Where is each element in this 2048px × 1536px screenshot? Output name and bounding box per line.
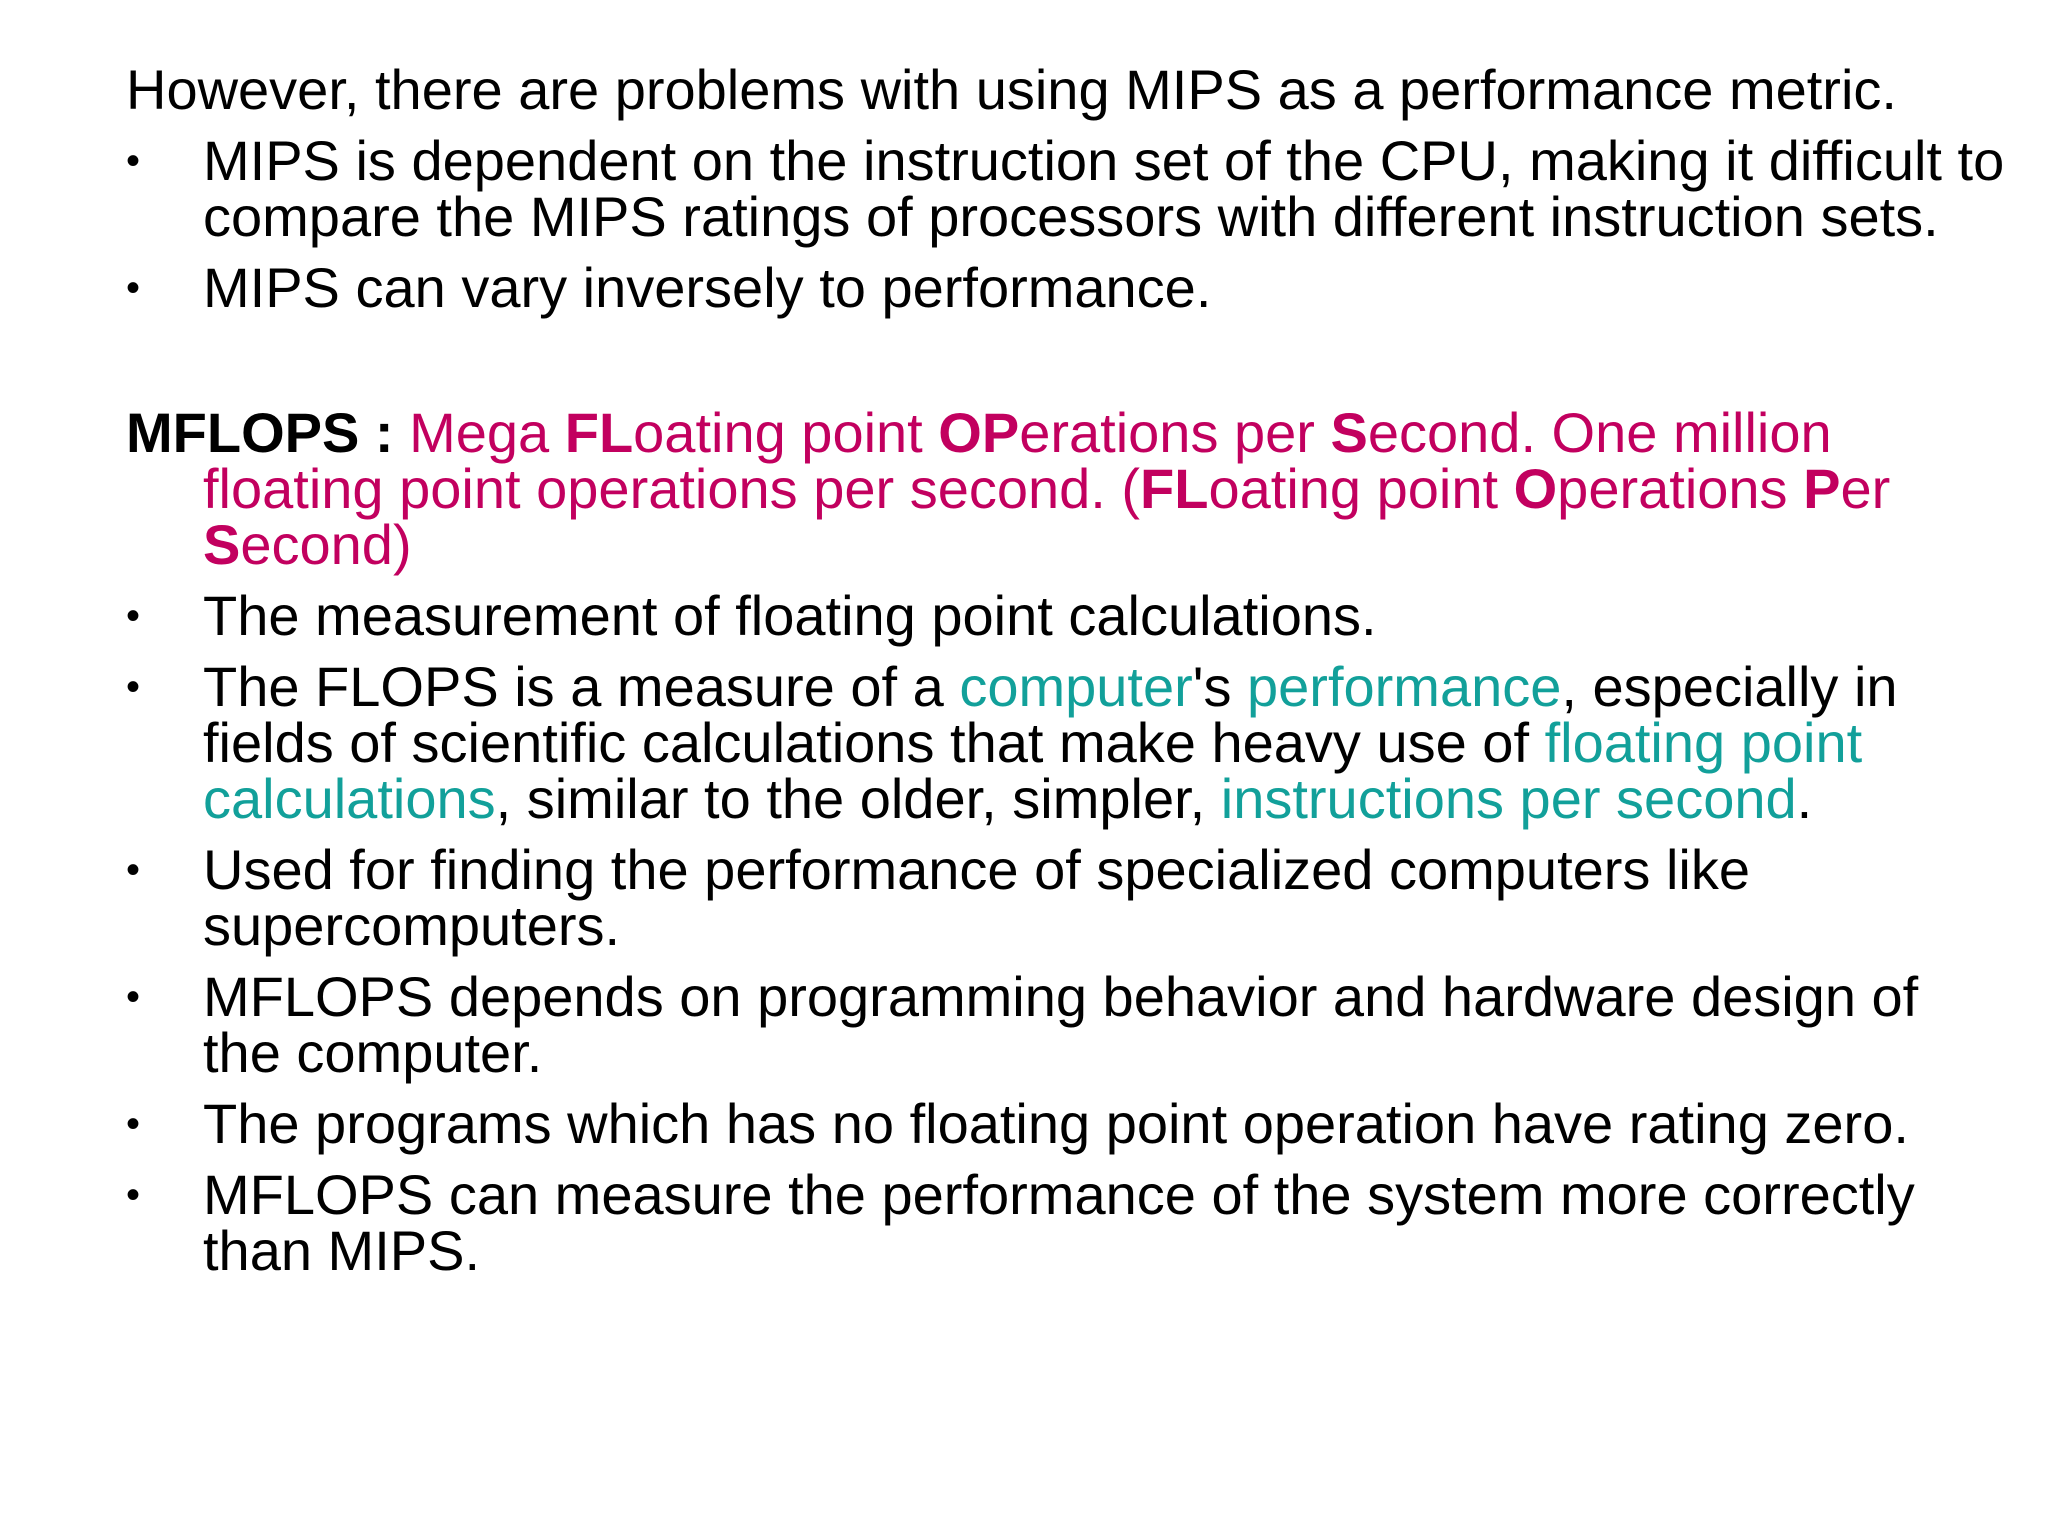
bullet-item	[126, 584, 2006, 647]
def-part: oating point	[633, 401, 939, 464]
def-part: perations	[1557, 457, 1804, 520]
bullet-item	[126, 256, 2006, 319]
link-computer[interactable]: computer	[959, 655, 1193, 718]
def-part: econd)	[240, 513, 412, 576]
def-bold: FL	[564, 401, 634, 464]
bullet-dot: •	[126, 1173, 141, 1217]
bullet-item	[126, 655, 2006, 830]
text-part: The FLOPS is a measure of a	[203, 655, 960, 718]
bullet-text: The measurement of floating point calculations.	[203, 584, 1377, 647]
bullet-item	[126, 838, 2006, 957]
bullet-dot: •	[126, 266, 141, 310]
link-instructions-per-second[interactable]: instructions per second	[1220, 767, 1797, 830]
def-bold: O	[1513, 457, 1558, 520]
def-part: econd. One million floating point operations per second. (	[203, 401, 1832, 520]
bullet-dot: •	[126, 665, 141, 709]
bullet-text: MFLOPS depends on programming behavior and hardware design of the computer.	[203, 965, 1919, 1084]
link-performance[interactable]: performance	[1247, 655, 1562, 718]
mflops-expansion	[203, 401, 1890, 576]
bullet-text	[203, 655, 1898, 830]
def-bold: P	[1803, 457, 1841, 520]
text-part: 's	[1192, 655, 1248, 718]
bullet-item	[126, 1163, 2006, 1282]
bullet-item	[126, 1092, 2006, 1155]
def-bold: FL	[1140, 457, 1209, 520]
text-part: , especially in fields of scientific calculations that make heavy use of	[203, 655, 1898, 774]
intro-paragraph: However, there are problems with using MIPS as a performance metric.	[126, 58, 1897, 121]
bullet-text: Used for finding the performance of specialized computers like supercomputers.	[203, 838, 1750, 957]
bullet-dot: •	[126, 139, 141, 183]
def-part: erations per	[1019, 401, 1331, 464]
bullet-dot: •	[126, 848, 141, 892]
bullet-dot: •	[126, 1102, 141, 1146]
def-bold: S	[203, 513, 241, 576]
mflops-definition	[126, 401, 2006, 576]
bullet-item	[126, 965, 2006, 1084]
def-bold: S	[1330, 401, 1368, 464]
bullet-dot: •	[126, 975, 141, 1019]
text-part: .	[1796, 767, 1813, 830]
text-part: , similar to the older, simpler,	[495, 767, 1221, 830]
mflops-heading: MFLOPS :	[126, 401, 410, 464]
def-part: Mega	[409, 401, 565, 464]
slide-content	[126, 58, 2006, 1282]
bullet-item	[126, 129, 2006, 248]
bullet-text: The programs which has no floating point operation have rating zero.	[203, 1092, 1909, 1155]
bullet-text: MFLOPS can measure the performance of the system more correctly than MIPS.	[203, 1163, 1915, 1282]
bullet-text: MIPS can vary inversely to performance.	[203, 256, 1212, 319]
def-part: oating point	[1208, 457, 1514, 520]
def-part: er	[1840, 457, 1891, 520]
def-bold: OP	[938, 401, 1020, 464]
bullet-text: MIPS is dependent on the instruction set of the CPU, making it difficult to compare the MIPS ratings of processors with different instruction sets.	[203, 129, 2005, 248]
link-floating-point-calculations[interactable]: floating point calculations	[203, 711, 1863, 830]
bullet-dot: •	[126, 594, 141, 638]
